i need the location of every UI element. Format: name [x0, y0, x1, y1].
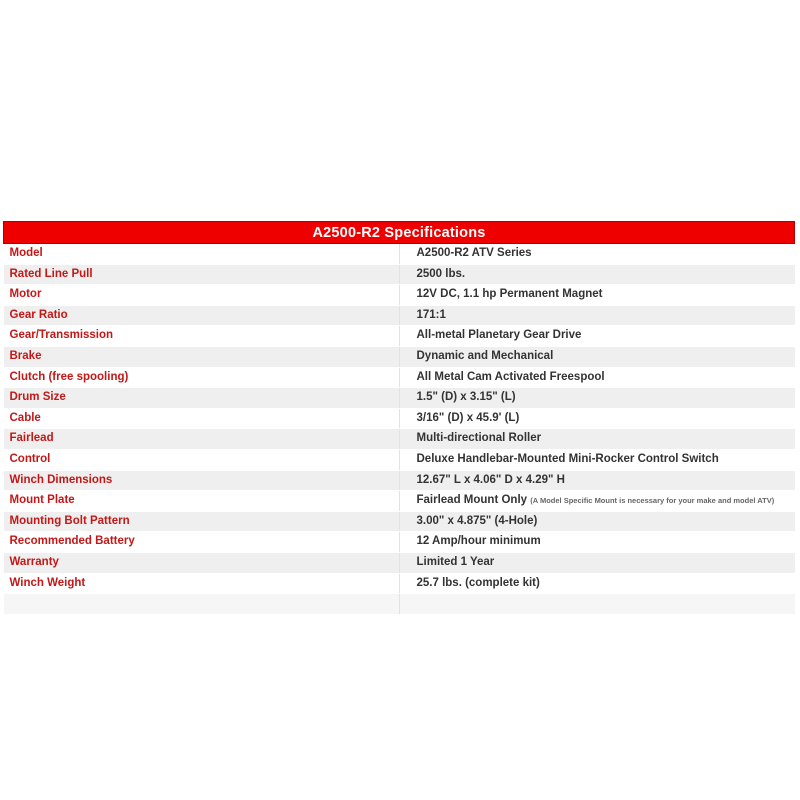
spec-value — [399, 305, 795, 326]
spec-label: Gear/Transmission — [4, 326, 400, 347]
spec-value-text: 3/16" (D) x 45.9' (L) — [416, 411, 520, 424]
spec-value — [399, 491, 795, 512]
spec-value-text: Multi-directional Roller — [416, 432, 542, 445]
spec-row — [4, 511, 795, 532]
spec-value-text: 25.7 lbs. (complete kit) — [416, 576, 540, 589]
spec-value — [399, 532, 795, 553]
spec-note: (A Model Specific Mount is necessary for your make and model ATV) — [530, 496, 775, 506]
spec-value — [399, 367, 795, 388]
spec-label — [4, 594, 400, 615]
spec-label: Rated Line Pull — [4, 264, 400, 285]
spec-value-text: 2500 lbs. — [416, 267, 466, 280]
spec-value-text: A2500-R2 ATV Series — [416, 247, 532, 260]
spec-label: Mount Plate — [4, 491, 400, 512]
spec-value — [399, 449, 795, 470]
spec-row — [4, 552, 795, 573]
spec-row — [4, 305, 795, 326]
spec-label: Model — [4, 244, 400, 265]
table-header-row — [4, 222, 795, 244]
spec-label: Control — [4, 449, 400, 470]
spec-value — [399, 429, 795, 450]
spec-row — [4, 573, 795, 594]
spec-value-text: Deluxe Handlebar-Mounted Mini-Rocker Control Switch — [416, 452, 719, 465]
spec-label: Gear Ratio — [4, 305, 400, 326]
spec-value-text: All-metal Planetary Gear Drive — [416, 329, 582, 342]
spec-row — [4, 264, 795, 285]
spec-value-text: 3.00" x 4.875" (4-Hole) — [416, 514, 538, 527]
spec-row — [4, 449, 795, 470]
spec-value-text: 12 Amp/hour minimum — [416, 535, 541, 548]
spec-row — [4, 470, 795, 491]
spec-value — [399, 388, 795, 409]
spec-value — [399, 552, 795, 573]
spec-label: Drum Size — [4, 388, 400, 409]
spec-row — [4, 429, 795, 450]
spec-value-text: Fairlead Mount Only — [416, 494, 528, 507]
spec-row — [4, 346, 795, 367]
spec-value — [399, 470, 795, 491]
specifications-table — [3, 221, 795, 615]
spec-value-text: Limited 1 Year — [416, 555, 495, 568]
spec-row — [4, 388, 795, 409]
spec-value — [399, 573, 795, 594]
spec-value-text: 1.5" (D) x 3.15" (L) — [416, 391, 516, 404]
spec-row — [4, 408, 795, 429]
spec-label: Brake — [4, 346, 400, 367]
spec-value — [399, 264, 795, 285]
spec-label: Mounting Bolt Pattern — [4, 511, 400, 532]
spec-value — [399, 326, 795, 347]
spec-row — [4, 244, 795, 265]
spec-value — [399, 594, 795, 615]
spec-value — [399, 408, 795, 429]
spec-row — [4, 491, 795, 512]
spec-value — [399, 346, 795, 367]
spec-value-text: 12V DC, 1.1 hp Permanent Magnet — [416, 288, 603, 301]
spec-value-text: 171:1 — [416, 308, 446, 321]
spec-label: Motor — [4, 285, 400, 306]
spec-row — [4, 594, 795, 615]
spec-row — [4, 367, 795, 388]
spec-label: Recommended Battery — [4, 532, 400, 553]
spec-value-text: All Metal Cam Activated Freespool — [416, 370, 605, 383]
spec-row — [4, 326, 795, 347]
spec-label: Cable — [4, 408, 400, 429]
table-title: A2500-R2 Specifications — [4, 222, 795, 244]
spec-value-text: Dynamic and Mechanical — [416, 350, 554, 363]
spec-value-text: 12.67" L x 4.06" D x 4.29" H — [416, 473, 565, 486]
spec-label: Winch Dimensions — [4, 470, 400, 491]
spec-label: Fairlead — [4, 429, 400, 450]
spec-value — [399, 511, 795, 532]
spec-label: Winch Weight — [4, 573, 400, 594]
spec-table-body — [4, 244, 795, 615]
spec-value — [399, 244, 795, 265]
spec-label: Clutch (free spooling) — [4, 367, 400, 388]
spec-row — [4, 532, 795, 553]
spec-row — [4, 285, 795, 306]
spec-label: Warranty — [4, 552, 400, 573]
spec-value — [399, 285, 795, 306]
